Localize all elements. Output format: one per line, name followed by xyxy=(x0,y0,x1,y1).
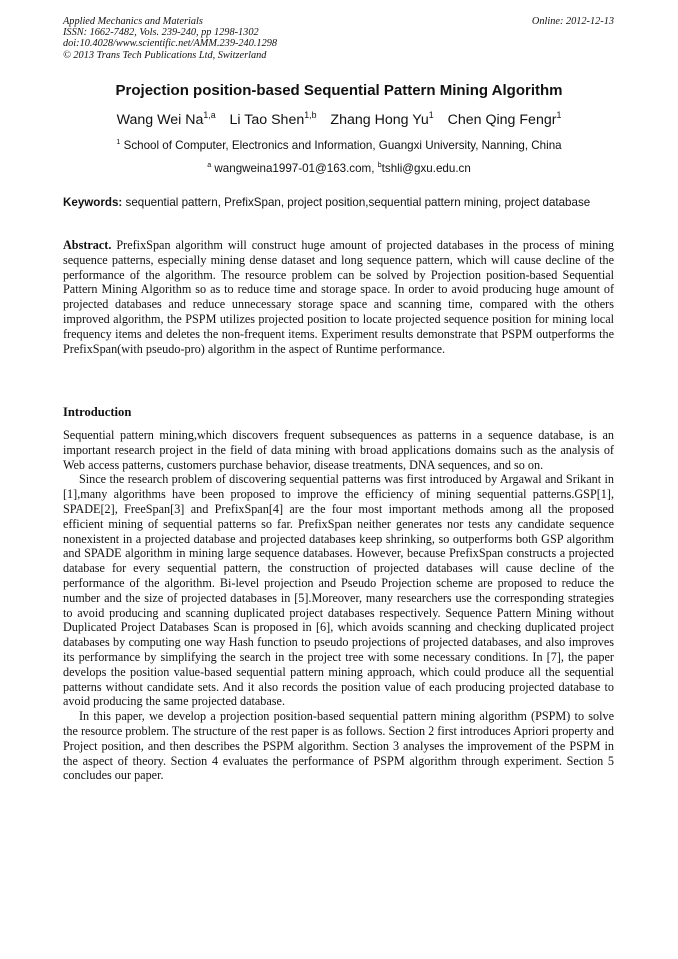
author-1 xyxy=(116,109,216,128)
email-a: wangweina1997-01@163.com, xyxy=(214,162,375,175)
intro-paragraph-3: In this paper, we develop a projection position-based sequential pattern mining algorithm (PSPM) to solve the resource problem. The structure of the rest paper is as follows. Section 2 first introduces Apriori property and Project position, and then describes the PSPM algorithm. Section 3 analyses the improvement of the PSPM in the aspect of theory. Section 4 evaluates the performance of PSPM algorithm through experiment. Section 5 concludes our paper. xyxy=(63,709,614,783)
journal-name: Applied Mechanics and Materials xyxy=(63,16,203,27)
abstract-block xyxy=(63,238,614,356)
email-b: tshli@gxu.edu.cn xyxy=(381,162,471,175)
copyright-line: © 2013 Trans Tech Publications Ltd, Switzerland xyxy=(63,49,267,61)
keywords-text: sequential pattern, PrefixSpan, project position,sequential pattern mining, project database xyxy=(125,196,591,209)
affiliation xyxy=(0,136,678,152)
intro-paragraph-1: Sequential pattern mining,which discovers frequent subsequences as patterns in a sequence database, is an important research project in the field of data mining with broad applications domains such as the analysis of Web access patterns, customers purchase behavior, disease treatments, DNA sequences, and so on. xyxy=(63,428,614,472)
author-affil-mark: 1,a xyxy=(203,109,216,120)
author-4 xyxy=(447,109,562,128)
introduction-heading: Introduction xyxy=(63,405,132,419)
author-affil-mark: 1 xyxy=(556,109,562,120)
abstract-label: Abstract. xyxy=(63,238,112,252)
author-emails xyxy=(0,159,678,175)
author-name: Zhang Hong Yu xyxy=(330,112,429,128)
keywords-label: Keywords: xyxy=(63,196,123,209)
journal-header xyxy=(63,16,277,61)
paper-title: Projection position-based Sequential Pattern Mining Algorithm xyxy=(115,82,563,99)
issn-line: ISSN: 1662-7482, Vols. 239-240, pp 1298-1302 xyxy=(63,27,259,39)
email-mark-b: b xyxy=(377,159,382,169)
affiliation-mark: 1 xyxy=(116,136,121,146)
author-2 xyxy=(229,109,317,128)
introduction-body xyxy=(63,428,614,783)
author-3 xyxy=(330,109,434,128)
abstract-text: PrefixSpan algorithm will construct huge amount of projected databases in the process of mining sequence patterns, especially mining dense dataset and long sequence pattern, which will cause decline of the performance of the algorithm. The resource problem can be solved by Projection position-based Sequential Pattern Mining Algorithm so as to reduce time and storage space. In order to avoid producing huge amount of projected databases and reduce unnecessary storage space and scanning time, compared with the others improved algorithm, the PSPM utilizes projected position to locate projected sequence position for mining local frequency items and deletes the non-frequent items. Experiment results demonstrate that PSPM outperforms the PrefixSpan(with pseudo-pro) algorithm in the aspect of Runtime performance. xyxy=(63,238,615,356)
author-affil-mark: 1 xyxy=(428,109,434,120)
author-name: Li Tao Shen xyxy=(229,112,305,128)
author-name: Wang Wei Na xyxy=(116,112,204,128)
author-name: Chen Qing Fengr xyxy=(447,112,557,128)
keywords-block xyxy=(63,196,613,211)
author-affil-mark: 1,b xyxy=(304,109,317,120)
online-date: Online: 2012-12-13 xyxy=(531,16,614,27)
affiliation-text: School of Computer, Electronics and Information, Guangxi University, Nanning, China xyxy=(123,139,562,152)
intro-paragraph-2: Since the research problem of discovering sequential patterns was first introduced by Argawal and Srikant in [1],many algorithms have been proposed to improve the efficiency of mining sequential patterns.GSP[1], SPADE[2], FreeSpan[3] and PrefixSpan[4] are the four most important methods among all the proposed efficient mining of sequential patterns so far. PrefixSpan neither generates nor tests any candidate sequence nonexistent in a projected database and projected databases keep shrinking, so outperforms both GSP algorithm and SPADE algorithm in mining large sequence databases. However, because PrefixSpan constructs a projected database for every sequential pattern, the construction of projected databases will cause decline of the performance of the algorithm. Bi-level projection and Pseudo Projection scheme are proposed to reduce the number and the size of projected databases in [5].Moreover, many researchers use the corresponding strategies to avoid producing and scanning duplicated project databases respectively. Sequence Pattern Mining without Duplicated Project Databases Scan is proposed in [6], which avoids scanning and checking duplicated project databases by computing one way Hash function to pseudo projections of projected databases, and also improves its performance by simplifying the search in the project tree with some necessary conditions. In [7], the paper develops the position value-based sequential pattern mining approach, which could produce all the sequential patterns without candidate sets. And it also records the position value of each producing projected database to avoid producing the same projected database. xyxy=(63,472,614,709)
email-mark-a: a xyxy=(207,159,212,169)
doi-line: doi:10.4028/www.scientific.net/AMM.239-240.1298 xyxy=(63,38,278,50)
author-list xyxy=(0,109,678,128)
